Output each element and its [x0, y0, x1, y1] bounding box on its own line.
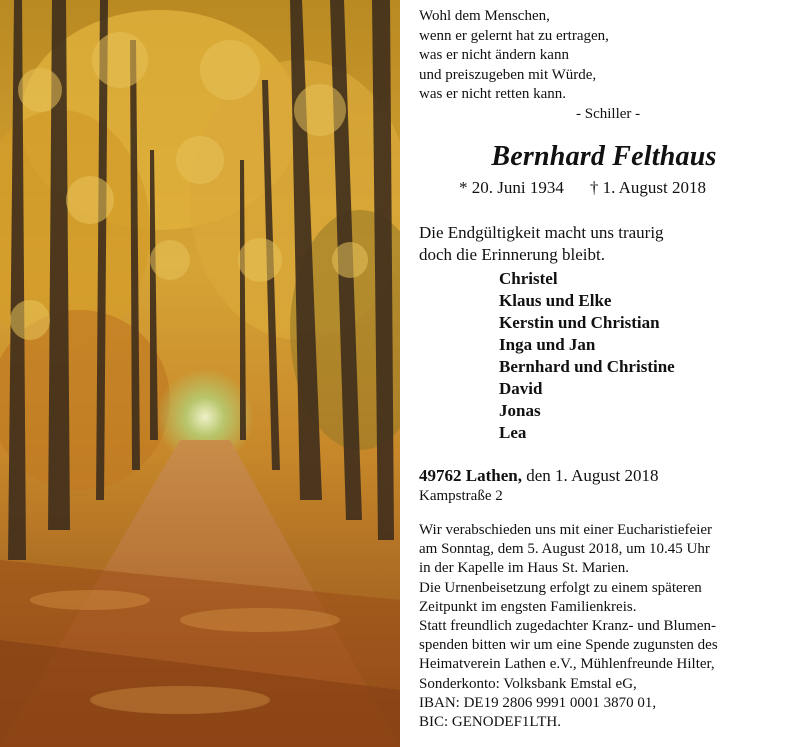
street-address: Kampstraße 2	[419, 488, 503, 504]
mourner-name: Christel	[499, 269, 558, 288]
mourner-name: Klaus und Elke	[499, 291, 612, 310]
notice-line: BIC: GENODEF1LTH.	[419, 713, 561, 730]
notice-line: Sonderkonto: Volksbank Emstal eG,	[419, 675, 637, 692]
notice-line: IBAN: DE19 2806 9991 0001 3870 01,	[419, 694, 657, 711]
poem-author: - Schiller -	[576, 105, 641, 122]
death-date: † 1. August 2018	[589, 178, 707, 197]
place-date	[419, 466, 658, 486]
notice-line: am Sonntag, dem 5. August 2018, um 10.45 Uhr	[419, 541, 710, 558]
mourner-name: David	[499, 379, 543, 398]
life-dates	[459, 178, 706, 198]
poem-line: was er nicht retten kann.	[419, 86, 567, 102]
place-date-text: den 1. August 2018	[526, 466, 659, 485]
quote-line: doch die Erinnerung bleibt.	[419, 245, 606, 264]
mourner-name: Lea	[499, 423, 527, 442]
memorial-quote	[419, 222, 664, 266]
place-city: 49762 Lathen,	[419, 466, 522, 485]
poem-line: wenn er gelernt hat zu ertragen,	[419, 27, 609, 44]
mourner-name: Bernhard und Christine	[499, 357, 675, 376]
poem-line: was er nicht ändern kann	[419, 47, 569, 63]
quote-line: Die Endgültigkeit macht uns traurig	[419, 223, 664, 242]
notice-line: spenden bitten wir um eine Spende zugunsten des	[419, 637, 718, 654]
notice-line: Heimatverein Lathen e.V., Mühlenfreunde Hilter,	[419, 656, 715, 673]
mourners-list	[499, 268, 675, 444]
mourner-name: Kerstin und Christian	[499, 313, 660, 332]
deceased-name: Bernhard Felthaus	[491, 141, 717, 172]
birth-date: * 20. Juni 1934	[459, 178, 564, 197]
notice-line: Die Urnenbeisetzung erfolgt zu einem späteren	[419, 579, 702, 596]
mourner-name: Jonas	[499, 401, 541, 420]
poem	[419, 7, 640, 124]
notice-line: Zeitpunkt im engsten Familienkreis.	[419, 598, 637, 615]
notice-line: Wir verabschieden uns mit einer Eucharistiefeier	[419, 522, 713, 538]
mourner-name: Inga und Jan	[499, 335, 596, 354]
notice-line: Statt freundlich zugedachter Kranz- und Blumen-	[419, 617, 716, 634]
poem-line: und preiszugeben mit Würde,	[419, 66, 597, 83]
notice-line: in der Kapelle im Haus St. Marien.	[419, 560, 629, 577]
funeral-notice	[419, 521, 718, 732]
poem-line: Wohl dem Menschen,	[419, 8, 550, 24]
